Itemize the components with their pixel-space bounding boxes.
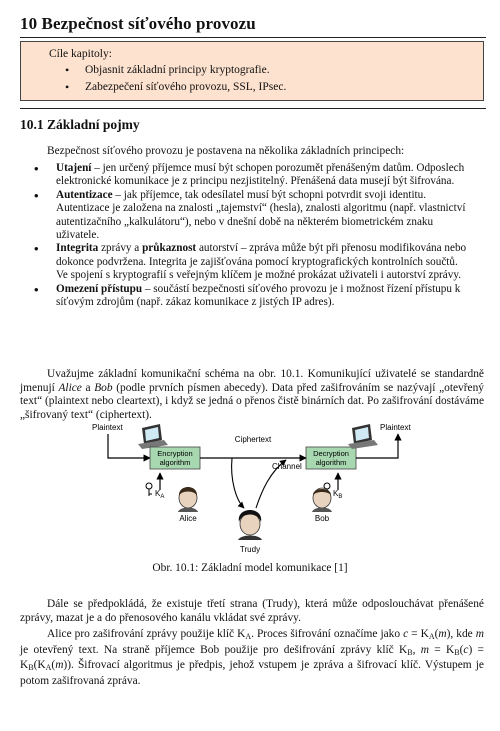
bob-name: Bob: [94, 381, 113, 394]
plaintext-left-label: Plaintext: [92, 423, 123, 432]
text-run: (podle prvních písmen abecedy). Data před zašifrováním se nazývají „otevřený text“ (plaintext nebo cleartext), i když se jedná o přenos čistě binárních dat. Po zašifrování dostáváme „šifrovaný text“ (ciphertext).: [20, 381, 485, 421]
decryption-algorithm-box: [306, 447, 356, 469]
principle-text: – jak příjemce, tak odesílatel musí být schopni potvrdit svoji identitu. Autentizace je založena na znalosti „tajemství“ (hesla), znalosti algoritmu (např. vlastnictví autentizačního „kalkulátoru“), nebo v dnešní době na některém biometrickém znaku uživatele.: [56, 188, 466, 242]
alice-name: Alice: [58, 381, 82, 394]
trudy-paragraph: Dále se předpokládá, že existuje třetí strana (Trudy), která může odposlouchávat přenášené zprávy, mazat je a do přenosového kanálu vkládat své zprávy.: [20, 598, 484, 624]
principle-text-mid: zprávy a: [98, 242, 143, 255]
scheme-paragraph: [20, 368, 484, 422]
chapter-goals-box: [20, 41, 484, 101]
channel-label: Channel: [272, 462, 302, 471]
goals-list: [61, 62, 286, 96]
trudy-listen-arrow: [232, 458, 244, 508]
trudy-person-icon: [238, 510, 262, 540]
encryption-label-2: algorithm: [159, 458, 191, 467]
text-run: a: [81, 381, 95, 394]
keys-paragraph: Alice pro zašifrování zprávy použije klíč $K_A$. Proces šifrování označíme jako $c = K_A(m)$, kde m je otevřený text. Na straně příjemce Bob použije pro dešifrování zprávy klíč $K_B$, $m = K_B(c) = K_B(K_A(m))$. Šifrovací algoritmus je předpis, jehož vstupem je zpráva a šifrovací klíč. Výstupem je potom zašifrovaná zpráva.: [20, 628, 484, 687]
principle-term: Autentizace: [56, 188, 113, 201]
title-rule: [20, 37, 486, 38]
principle-item: [32, 242, 472, 282]
plaintext-right-label: Plaintext: [380, 423, 411, 432]
principle-item: [32, 162, 472, 189]
communication-model-figure: [0, 420, 500, 560]
alice-label: Alice: [179, 514, 197, 523]
goals-label: Cíle kapitoly:: [49, 48, 112, 60]
section-rule: [20, 108, 486, 109]
key-a-label: $K_A$: [155, 489, 165, 500]
decryption-label-1: Decryption: [313, 449, 349, 458]
bob-label: Bob: [314, 514, 330, 523]
chapter-title: 10 Bezpečnost síťového provozu: [20, 14, 256, 33]
principle-item: [32, 283, 472, 310]
alice-person-icon: [178, 487, 198, 512]
figure-caption: Obr. 10.1: Základní model komunikace [1]: [152, 562, 348, 574]
alice-laptop-icon: [138, 424, 168, 449]
encryption-label-1: Encryption: [157, 449, 193, 458]
principle-item: [32, 189, 472, 243]
encryption-algorithm-box: [150, 447, 200, 469]
principle-term: Integrita: [56, 242, 99, 255]
decryption-label-2: algorithm: [315, 458, 347, 467]
trudy-label: Trudy: [239, 545, 261, 554]
ciphertext-label: Ciphertext: [234, 435, 272, 444]
goal-item: • Zabezpečení síťového provozu, SSL, IPsec.: [61, 79, 286, 96]
principle-text: – součástí bezpečnosti síťového provozu je i možnost řízení přístupu k síťovým zdrojům (např. zákaz komunikace z jistých IP adres).: [56, 282, 461, 309]
principle-term-2: průkaznost: [142, 242, 197, 255]
principle-term: Omezení přístupu: [56, 282, 143, 295]
intro-paragraph: Bezpečnost síťového provozu je postavena na několika základních principech:: [47, 145, 405, 157]
bob-person-icon: [312, 488, 332, 512]
principles-list: [32, 162, 472, 309]
section-title: 10.1 Základní pojmy: [20, 117, 140, 132]
principle-term: Utajení: [56, 162, 92, 174]
principle-text: autorství – zpráva může být při přenosu modifikována nebo dokonce podvržena. Integrita je zajišťována pomocí kryptografických kontrolních součtů. Ve spojení s kryptografií s veřejným klíčem je možné prokázat uživateli i autorství zprávy.: [56, 242, 467, 282]
key-b-label: $K_B$: [333, 489, 343, 500]
goal-item: • Objasnit základní principy kryptografie.: [61, 62, 286, 79]
bob-laptop-icon: [348, 424, 378, 449]
text-run: Uvažujme základní komunikační schéma na obr. 10.1. Komunikující uživatelé se standardně jmenují: [20, 368, 484, 394]
principle-text: – jen určený příjemce musí být schopen porozumět přenášeným datům. Odposlech elektronické komunikace je z principu nezjistitelný. Přenášená data musejí být šifrována.: [56, 162, 465, 188]
